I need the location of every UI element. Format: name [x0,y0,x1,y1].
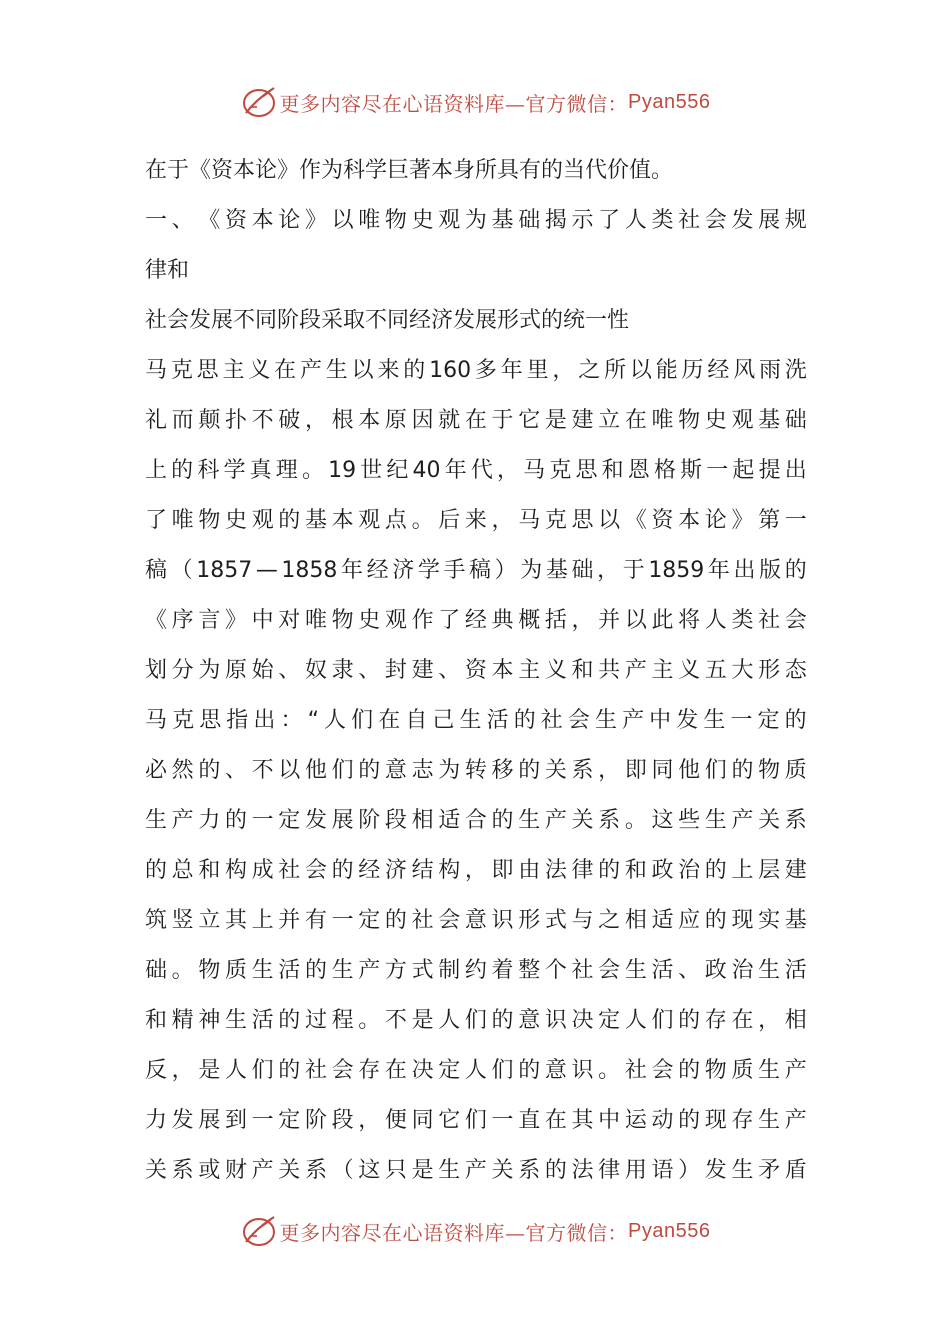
quill-logo-icon [240,85,278,119]
watermark-text: 更多内容尽在心语资料库—官方微信： [279,1220,629,1245]
text-line: 社会发展不同阶段采取不同经济发展形式的统一性 [145,308,630,333]
watermark-account: Pyan556 [628,1219,711,1242]
text-line: 一 、 《 资 本 论 》 以 唯 物 史 观 为 基 础 揭 示 了 人 类 社 会 发 展 规 [145,208,807,233]
text-line: 必 然 的 、 不 以 他 们 的 意 志 为 转 移 的 关 系 ， 即 同 他 们 的 物 质 [145,758,807,783]
text-line: 筑 竖 立 其 上 并 有 一 定 的 社 会 意 识 形 式 与 之 相 适 应 的 现 实 基 [145,908,807,933]
quill-logo-icon [240,1214,278,1248]
text-line: 礼 而 颠 扑 不 破 ， 根 本 原 因 就 在 于 它 是 建 立 在 唯 物 史 观 基 础 [145,408,807,433]
watermark-account: Pyan556 [628,90,711,113]
footer-watermark [0,1211,950,1251]
text-line: 础 。 物 质 生 活 的 生 产 方 式 制 约 着 整 个 社 会 生 活 、 政 治 生 活 [145,958,807,983]
body-text [145,146,807,1196]
text-line: 了 唯 物 史 观 的 基 本 观 点 。 后 来 ， 马 克 思 以 《 资 本 论 》 第 一 [145,508,807,533]
text-line: 稿 （ 1857 — 1858 年 经 济 学 手 稿 ） 为 基 础 ， 于 1859 年 出 版 的 [145,558,807,583]
text-line: 马 克 思 主 义 在 产 生 以 来 的 160 多 年 里 ， 之 所 以 能 历 经 风 雨 洗 [145,358,807,383]
text-line: 划 分 为 原 始 、 奴 隶 、 封 建 、 资 本 主 义 和 共 产 主 义 五 大 形 态 [145,658,807,683]
text-line: 反 ， 是 人 们 的 社 会 存 在 决 定 人 们 的 意 识 。 社 会 的 物 质 生 产 [145,1058,807,1083]
text-line: 和 精 神 生 活 的 过 程 。 不 是 人 们 的 意 识 决 定 人 们 的 存 在 ， 相 [145,1008,807,1033]
watermark-text: 更多内容尽在心语资料库—官方微信： [279,91,629,116]
text-line: 在于《资本论》作为科学巨著本身所具有的当代价值。 [145,158,674,183]
text-line: 力 发 展 到 一 定 阶 段 ， 便 同 它 们 一 直 在 其 中 运 动 的 现 存 生 产 [145,1108,807,1133]
text-line: 马 克 思 指 出 ： “ 人 们 在 自 己 生 活 的 社 会 生 产 中 发 生 一 定 的 [145,708,807,733]
header-watermark [0,82,950,122]
text-line: 关 系 或 财 产 关 系 （ 这 只 是 生 产 关 系 的 法 律 用 语 ） 发 生 矛 盾 [145,1158,807,1183]
text-line: 的 总 和 构 成 社 会 的 经 济 结 构 ， 即 由 法 律 的 和 政 治 的 上 层 建 [145,858,807,883]
text-line: 上 的 科 学 真 理 。 19 世 纪 40 年 代 ， 马 克 思 和 恩 格 斯 一 起 提 出 [145,458,807,483]
text-line: 律和 [145,258,190,283]
text-line: 《 序 言 》 中 对 唯 物 史 观 作 了 经 典 概 括 ， 并 以 此 将 人 类 社 会 [145,608,807,633]
text-line: 生 产 力 的 一 定 发 展 阶 段 相 适 合 的 生 产 关 系 。 这 些 生 产 关 系 [145,808,807,833]
